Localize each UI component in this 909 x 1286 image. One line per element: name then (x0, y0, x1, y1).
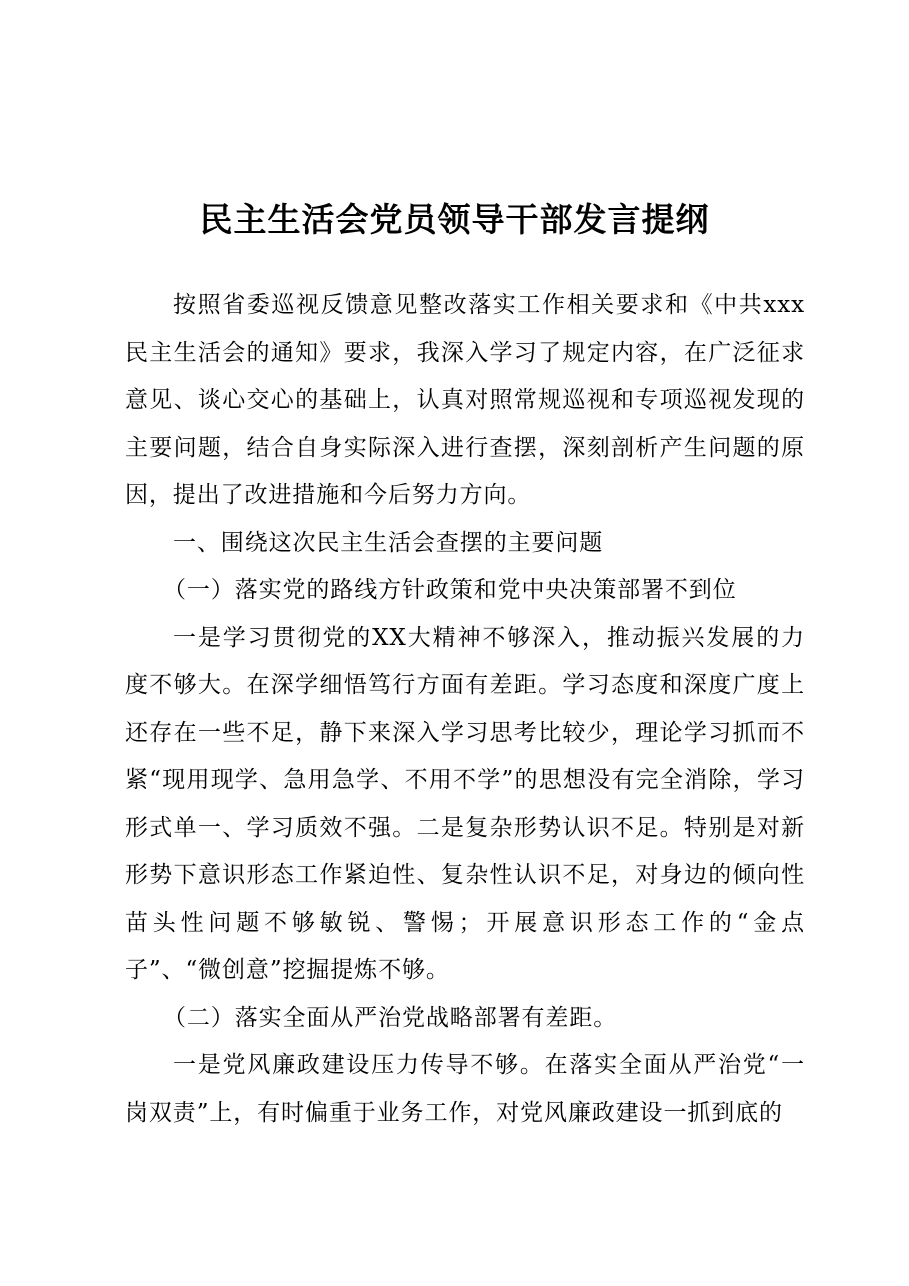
body-paragraph-2: 一是党风廉政建设压力传导不够。在落实全面从严治党“一岗双责”上，有时偏重于业务工作，对党风廉政建设一抓到底的 (125, 1052, 805, 1126)
document-title: 民主生活会党员领导干部发言提纲 (199, 200, 710, 239)
section-heading-1: 一、围绕这次民主生活会查摆的主要问题 (173, 529, 604, 556)
subsection-heading-1: （一）落实党的路线方针政策和党中央决策部署不到位 (163, 577, 737, 603)
subsection-heading-2: （二）落实全面从严治党战略部署有差距。 (163, 1004, 618, 1031)
document-body (125, 282, 805, 1137)
intro-paragraph: 按照省委巡视反馈意见整改落实工作相关要求和《中共xxx民主生活会的通知》要求，我深入学习了规定内容，在广泛征求意见、谈心交心的基础上，认真对照常规巡视和专项巡视发现的主要问题，结合自身实际深入进行查摆，深刻剖析产生问题的原因，提出了改进措施和今后努力方向。 (125, 292, 805, 508)
body-paragraph-1: 一是学习贯彻党的XX大精神不够深入，推动振兴发展的力度不够大。在深学细悟笃行方面有差距。学习态度和深度广度上还存在一些不足，静下来深入学习思考比较少，理论学习抓而不紧“现用现学、急用急学、不用不学”的思想没有完全消除，学习形式单一、学习质效不强。二是复杂形势认识不足。特别是对新形势下意识形态工作紧迫性、复杂性认识不足，对身边的倾向性苗头性问题不够敏锐、警惕；开展意识形态工作的“金点子”、“微创意”挖掘提炼不够。 (125, 624, 805, 983)
